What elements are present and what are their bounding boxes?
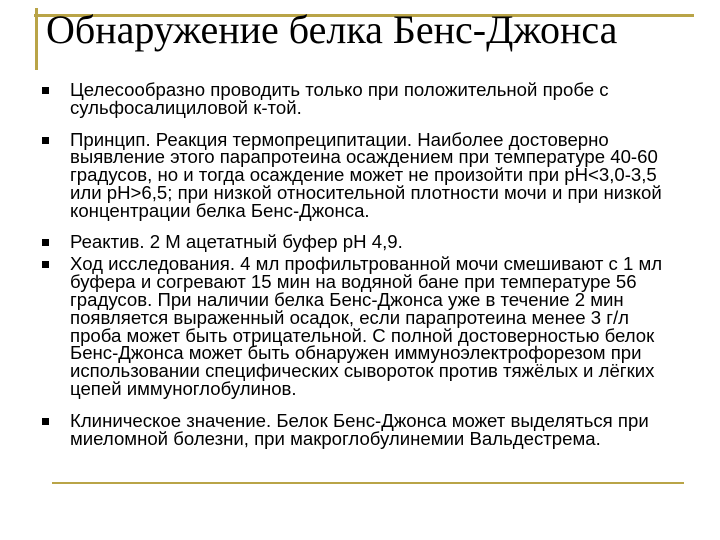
slide-title: Обнаружение белка Бенс-Джонса [46,7,618,52]
bullet-item [42,81,682,117]
bullet-text: Ход исследования. 4 мл профильтрованной мочи смешивают с 1 мл буфера и согревают 15 мин на водяной бане при температуре 56 градусов. При наличии белка Бенс-Джонса уже в течение 2 мин появляется выраженный осадок, если парапротеина менее 3 г/л проба может быть отрицательной. С полной достоверностью белок Бенс-Джонса может быть обнаружен иммуноэлектрофорезом при использовании специфических сывороток против тяжёлых и лёгких цепей иммуноглобулинов. [70,253,663,399]
square-bullet-icon [42,137,49,144]
bullet-text: Реактив. 2 М ацетатный буфер рН 4,9. [70,230,403,252]
bullet-item [42,128,682,221]
bullet-text: Принцип. Реакция термопреципитации. Наиболее достоверно выявление этого парапротеина осаждением при температуре 40-60 градусов, но и тогда осаждение может не произойти при рН<3,0-3,5 или рН>6,5; при низкой относительной плотности мочи и при низкой концентрации белка Бенс-Джонса. [70,128,662,221]
square-bullet-icon [42,261,49,268]
bullet-list [42,81,682,447]
square-bullet-icon [42,239,49,246]
bottom-rule [52,482,684,484]
title-left-rule [35,8,38,70]
bullet-text: Клиническое значение. Белок Бенс-Джонса может выделяться при миеломной болезни, при макроглобулинемии Вальдестрема. [70,409,649,449]
square-bullet-icon [42,87,49,94]
bullet-text: Целесообразно проводить только при положительной пробе с сульфосалициловой к-той. [70,79,609,118]
bullet-item [42,230,682,252]
square-bullet-icon [42,418,49,425]
bullet-item [42,409,682,449]
bullet-item [42,255,682,397]
